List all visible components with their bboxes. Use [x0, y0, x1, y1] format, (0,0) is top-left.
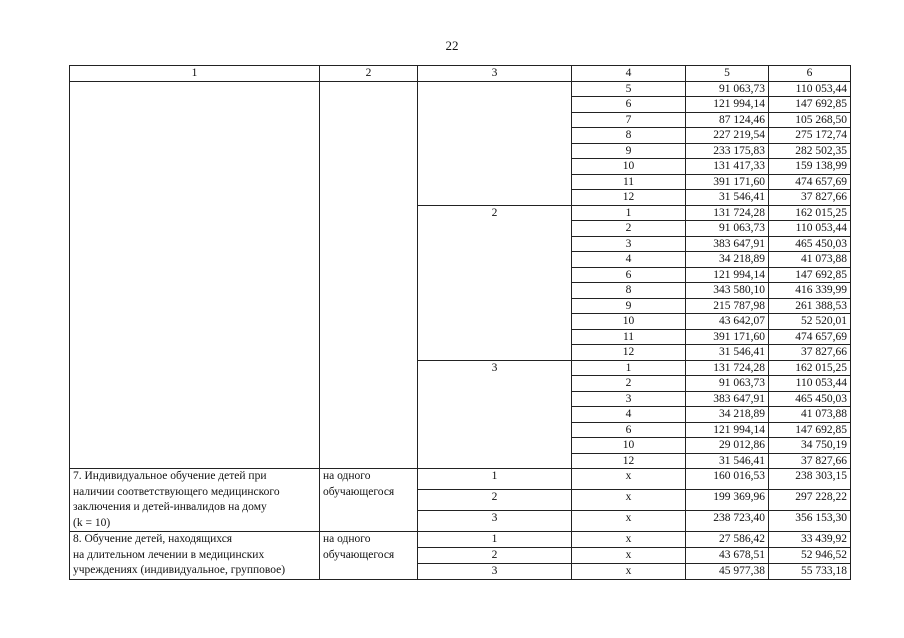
group-number-cell: х: [572, 469, 686, 490]
group-number-cell: х: [572, 511, 686, 532]
value-cell: 110 053,44: [769, 81, 851, 97]
value-cell: 147 692,85: [769, 422, 851, 438]
column-header: 5: [686, 66, 769, 82]
group-number-cell: 12: [572, 190, 686, 206]
group-number-cell: х: [572, 490, 686, 511]
value-cell: 238 723,40: [686, 511, 769, 532]
table-row: [70, 532, 851, 548]
column-header: 6: [769, 66, 851, 82]
header-row: [70, 66, 851, 82]
program-description: [70, 532, 320, 580]
value-cell: 37 827,66: [769, 453, 851, 469]
value-cell: 147 692,85: [769, 267, 851, 283]
value-cell: 465 450,03: [769, 391, 851, 407]
value-cell: 34 750,19: [769, 438, 851, 454]
unit-cell: [320, 81, 418, 469]
group-number-cell: 2: [572, 221, 686, 237]
value-cell: 275 172,74: [769, 128, 851, 144]
tariff-table: [69, 65, 851, 580]
group-number-cell: 1: [572, 360, 686, 376]
group-number-cell: 9: [572, 143, 686, 159]
value-cell: 162 015,25: [769, 205, 851, 221]
value-cell: 91 063,73: [686, 376, 769, 392]
value-cell: 474 657,69: [769, 174, 851, 190]
value-cell: 121 994,14: [686, 422, 769, 438]
value-cell: 41 073,88: [769, 252, 851, 268]
group-number-cell: 12: [572, 345, 686, 361]
unit-description-line: обучающегося: [323, 485, 395, 498]
level-cell: [418, 81, 572, 205]
program-description-line: 8. Обучение детей, находящихся: [73, 533, 233, 545]
column-header: 3: [418, 66, 572, 82]
group-number-cell: 8: [572, 283, 686, 299]
value-cell: 31 546,41: [686, 345, 769, 361]
value-cell: 121 994,14: [686, 267, 769, 283]
program-description-line: заключения и детей-инвалидов на дому: [73, 501, 267, 513]
group-number-cell: 9: [572, 298, 686, 314]
program-description-line: учреждениях (индивидуальное, групповое): [73, 564, 286, 576]
value-cell: 162 015,25: [769, 360, 851, 376]
value-cell: 147 692,85: [769, 97, 851, 113]
value-cell: 356 153,30: [769, 511, 851, 532]
program-cell: [70, 81, 320, 469]
level-cell: 3: [418, 563, 572, 579]
program-description: [70, 469, 320, 532]
table-row: [70, 81, 851, 97]
value-cell: 160 016,53: [686, 469, 769, 490]
group-number-cell: 6: [572, 97, 686, 113]
value-cell: 52 946,52: [769, 547, 851, 563]
value-cell: 52 520,01: [769, 314, 851, 330]
value-cell: 159 138,99: [769, 159, 851, 175]
value-cell: 45 977,38: [686, 563, 769, 579]
program-description-line: (k = 10): [73, 516, 111, 529]
unit-description: [320, 532, 418, 580]
value-cell: 391 171,60: [686, 174, 769, 190]
group-number-cell: 11: [572, 329, 686, 345]
value-cell: 29 012,86: [686, 438, 769, 454]
value-cell: 41 073,88: [769, 407, 851, 423]
value-cell: 110 053,44: [769, 376, 851, 392]
value-cell: 110 053,44: [769, 221, 851, 237]
value-cell: 383 647,91: [686, 236, 769, 252]
group-number-cell: х: [572, 563, 686, 579]
value-cell: 383 647,91: [686, 391, 769, 407]
unit-description: [320, 469, 418, 532]
value-cell: 31 546,41: [686, 190, 769, 206]
value-cell: 34 218,89: [686, 252, 769, 268]
value-cell: 131 724,28: [686, 360, 769, 376]
column-header: 2: [320, 66, 418, 82]
group-number-cell: 1: [572, 205, 686, 221]
level-cell: 3: [418, 360, 572, 469]
level-cell: 2: [418, 490, 572, 511]
level-cell: 1: [418, 532, 572, 548]
value-cell: 55 733,18: [769, 563, 851, 579]
group-number-cell: 4: [572, 252, 686, 268]
value-cell: 37 827,66: [769, 345, 851, 361]
value-cell: 238 303,15: [769, 469, 851, 490]
value-cell: 121 994,14: [686, 97, 769, 113]
value-cell: 34 218,89: [686, 407, 769, 423]
group-number-cell: 6: [572, 267, 686, 283]
column-header: 4: [572, 66, 686, 82]
value-cell: 297 228,22: [769, 490, 851, 511]
value-cell: 416 339,99: [769, 283, 851, 299]
group-number-cell: 4: [572, 407, 686, 423]
unit-description-line: на одного: [323, 470, 371, 482]
value-cell: 33 439,92: [769, 532, 851, 548]
value-cell: 91 063,73: [686, 221, 769, 237]
level-cell: 2: [418, 205, 572, 360]
group-number-cell: х: [572, 547, 686, 563]
column-header: 1: [70, 66, 320, 82]
value-cell: 43 678,51: [686, 547, 769, 563]
level-cell: 3: [418, 511, 572, 532]
program-description-line: на длительном лечении в медицинских: [73, 548, 265, 561]
value-cell: 233 175,83: [686, 143, 769, 159]
group-number-cell: 10: [572, 159, 686, 175]
program-description-line: 7. Индивидуальное обучение детей при: [73, 470, 267, 482]
group-number-cell: 7: [572, 112, 686, 128]
value-cell: 27 586,42: [686, 532, 769, 548]
group-number-cell: 10: [572, 438, 686, 454]
group-number-cell: х: [572, 532, 686, 548]
level-cell: 2: [418, 547, 572, 563]
group-number-cell: 3: [572, 236, 686, 252]
value-cell: 87 124,46: [686, 112, 769, 128]
value-cell: 474 657,69: [769, 329, 851, 345]
level-cell: 1: [418, 469, 572, 490]
value-cell: 261 388,53: [769, 298, 851, 314]
group-number-cell: 10: [572, 314, 686, 330]
group-number-cell: 6: [572, 422, 686, 438]
value-cell: 215 787,98: [686, 298, 769, 314]
value-cell: 343 580,10: [686, 283, 769, 299]
group-number-cell: 12: [572, 453, 686, 469]
value-cell: 37 827,66: [769, 190, 851, 206]
value-cell: 227 219,54: [686, 128, 769, 144]
value-cell: 282 502,35: [769, 143, 851, 159]
value-cell: 43 642,07: [686, 314, 769, 330]
group-number-cell: 8: [572, 128, 686, 144]
value-cell: 199 369,96: [686, 490, 769, 511]
value-cell: 91 063,73: [686, 81, 769, 97]
page-number: 22: [445, 38, 459, 53]
group-number-cell: 11: [572, 174, 686, 190]
table-row: [70, 469, 851, 490]
group-number-cell: 3: [572, 391, 686, 407]
group-number-cell: 2: [572, 376, 686, 392]
value-cell: 391 171,60: [686, 329, 769, 345]
value-cell: 131 417,33: [686, 159, 769, 175]
program-description-line: наличии соответствующего медицинского: [73, 485, 280, 498]
group-number-cell: 5: [572, 81, 686, 97]
unit-description-line: обучающегося: [323, 548, 395, 561]
value-cell: 465 450,03: [769, 236, 851, 252]
value-cell: 105 268,50: [769, 112, 851, 128]
unit-description-line: на одного: [323, 533, 371, 545]
value-cell: 131 724,28: [686, 205, 769, 221]
value-cell: 31 546,41: [686, 453, 769, 469]
